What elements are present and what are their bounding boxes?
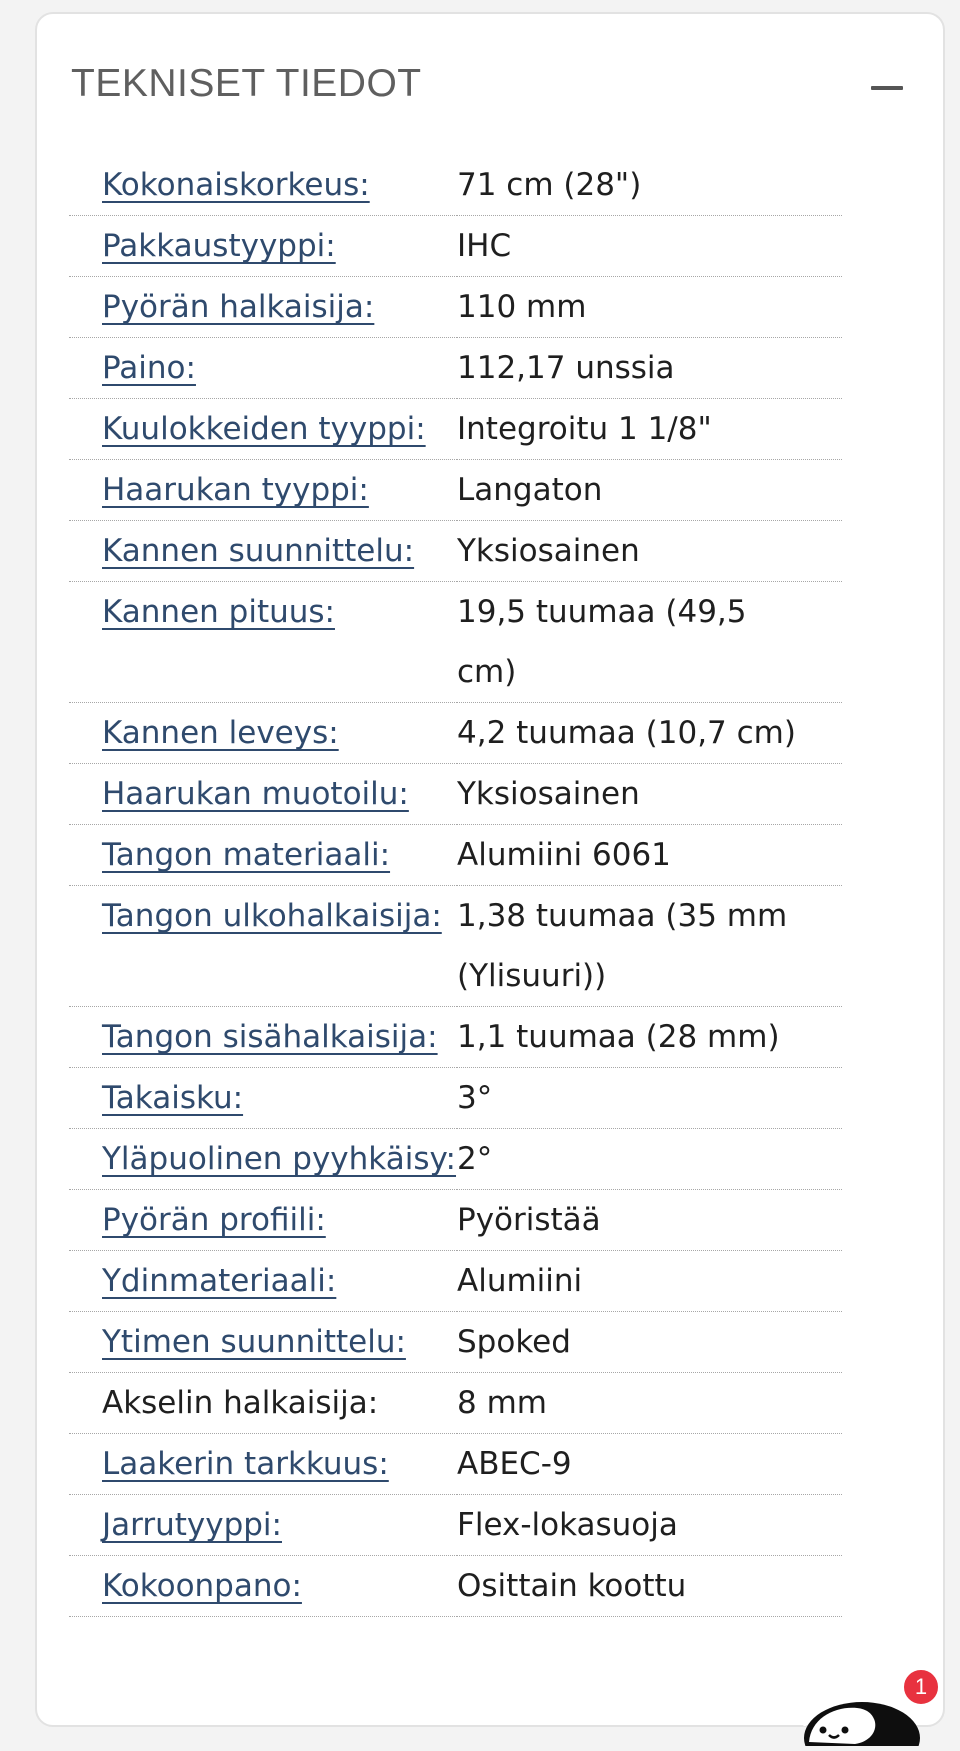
spec-value: 19,5 tuumaa (49,5 cm) — [457, 582, 842, 703]
spec-label-cell — [69, 521, 457, 582]
spec-label-cell — [69, 155, 457, 216]
spec-label-link[interactable]: Haarukan muotoilu: — [102, 776, 409, 812]
spec-label-cell — [69, 460, 457, 521]
spec-row — [69, 399, 842, 460]
spec-label-link[interactable]: Kokonaiskorkeus: — [102, 167, 370, 203]
spec-value: Flex-lokasuoja — [457, 1495, 842, 1556]
spec-label: Akselin halkaisija: — [102, 1385, 379, 1421]
spec-label-link[interactable]: Haarukan tyyppi: — [102, 472, 369, 508]
spec-row — [69, 1190, 842, 1251]
spec-label-link[interactable]: Ytimen suunnittelu: — [102, 1324, 406, 1360]
spec-label-cell — [69, 1251, 457, 1312]
spec-row — [69, 1434, 842, 1495]
spec-row — [69, 886, 842, 1007]
spec-label-cell — [69, 216, 457, 277]
notification-badge: 1 — [902, 1668, 940, 1706]
spec-label-cell — [69, 703, 457, 764]
spec-label-cell — [69, 1373, 457, 1434]
spec-label-cell — [69, 1434, 457, 1495]
spec-label-link[interactable]: Paino: — [102, 350, 196, 386]
minus-icon — [871, 86, 903, 90]
spec-row — [69, 460, 842, 521]
spec-value: Yksiosainen — [457, 764, 842, 825]
spec-label-link[interactable]: Pyörän halkaisija: — [102, 289, 375, 325]
spec-value: IHC — [457, 216, 842, 277]
spec-label-link[interactable]: Tangon ulkohalkaisija: — [102, 898, 442, 934]
spec-value: Langaton — [457, 460, 842, 521]
spec-label-cell — [69, 399, 457, 460]
spec-row — [69, 764, 842, 825]
spec-label-link[interactable]: Pyörän profiili: — [102, 1202, 326, 1238]
collapse-button[interactable] — [869, 76, 905, 102]
spec-label-cell — [69, 764, 457, 825]
spec-row — [69, 521, 842, 582]
spec-value: Pyöristää — [457, 1190, 842, 1251]
spec-value: Alumiini — [457, 1251, 842, 1312]
spec-row — [69, 1007, 842, 1068]
spec-label-link[interactable]: Ydinmateriaali: — [102, 1263, 337, 1299]
spec-label-cell — [69, 1556, 457, 1617]
spec-label-link[interactable]: Pakkaustyyppi: — [102, 228, 336, 264]
spec-row — [69, 1556, 842, 1617]
spec-label-link[interactable]: Takaisku: — [102, 1080, 244, 1116]
spec-label-cell — [69, 1129, 457, 1190]
spec-label-cell — [69, 886, 457, 1007]
spec-label-cell — [69, 1495, 457, 1556]
spec-row — [69, 216, 842, 277]
spec-row — [69, 277, 842, 338]
spec-row — [69, 1312, 842, 1373]
spec-row — [69, 1129, 842, 1190]
spec-value: 71 cm (28") — [457, 155, 842, 216]
spec-value: 3° — [457, 1068, 842, 1129]
spec-label-link[interactable]: Laakerin tarkkuus: — [102, 1446, 389, 1482]
spec-label-cell — [69, 1007, 457, 1068]
spec-value: 4,2 tuumaa (10,7 cm) — [457, 703, 842, 764]
spec-value: ABEC-9 — [457, 1434, 842, 1495]
section-title: TEKNISET TIEDOT — [71, 62, 422, 105]
spec-label-cell — [69, 1068, 457, 1129]
spec-row — [69, 338, 842, 399]
spec-label-link[interactable]: Kannen pituus: — [102, 594, 335, 630]
spec-row — [69, 1068, 842, 1129]
spec-value: Alumiini 6061 — [457, 825, 842, 886]
spec-label-link[interactable]: Jarrutyyppi: — [102, 1507, 282, 1543]
spec-value: 2° — [457, 1129, 842, 1190]
spec-label-cell — [69, 582, 457, 703]
spec-row — [69, 825, 842, 886]
spec-value: Yksiosainen — [457, 521, 842, 582]
spec-label-link[interactable]: Kokoonpano: — [102, 1568, 302, 1604]
spec-value: Osittain koottu — [457, 1556, 842, 1617]
spec-value: Integroitu 1 1/8" — [457, 399, 842, 460]
spec-value: 1,1 tuumaa (28 mm) — [457, 1007, 842, 1068]
spec-value: 8 mm — [457, 1373, 842, 1434]
specs-header[interactable] — [71, 52, 911, 122]
specs-table — [69, 155, 842, 1617]
spec-row — [69, 1495, 842, 1556]
spec-label-link[interactable]: Kuulokkeiden tyyppi: — [102, 411, 426, 447]
spec-label-link[interactable]: Kannen suunnittelu: — [102, 533, 415, 569]
spec-row — [69, 1251, 842, 1312]
spec-row — [69, 703, 842, 764]
spec-label-link[interactable]: Kannen leveys: — [102, 715, 339, 751]
spec-value: 112,17 unssia — [457, 338, 842, 399]
spec-row — [69, 155, 842, 216]
spec-value: 110 mm — [457, 277, 842, 338]
spec-label-cell — [69, 338, 457, 399]
spec-label-link[interactable]: Tangon sisähalkaisija: — [102, 1019, 438, 1055]
spec-label-link[interactable]: Yläpuolinen pyyhkäisy: — [102, 1141, 457, 1177]
spec-row — [69, 582, 842, 703]
spec-label-cell — [69, 1190, 457, 1251]
spec-label-link[interactable]: Tangon materiaali: — [102, 837, 391, 873]
spec-label-cell — [69, 1312, 457, 1373]
spec-value: Spoked — [457, 1312, 842, 1373]
spec-label-cell — [69, 277, 457, 338]
spec-value: 1,38 tuumaa (35 mm (Ylisuuri)) — [457, 886, 842, 1007]
spec-row — [69, 1373, 842, 1434]
spec-label-cell — [69, 825, 457, 886]
